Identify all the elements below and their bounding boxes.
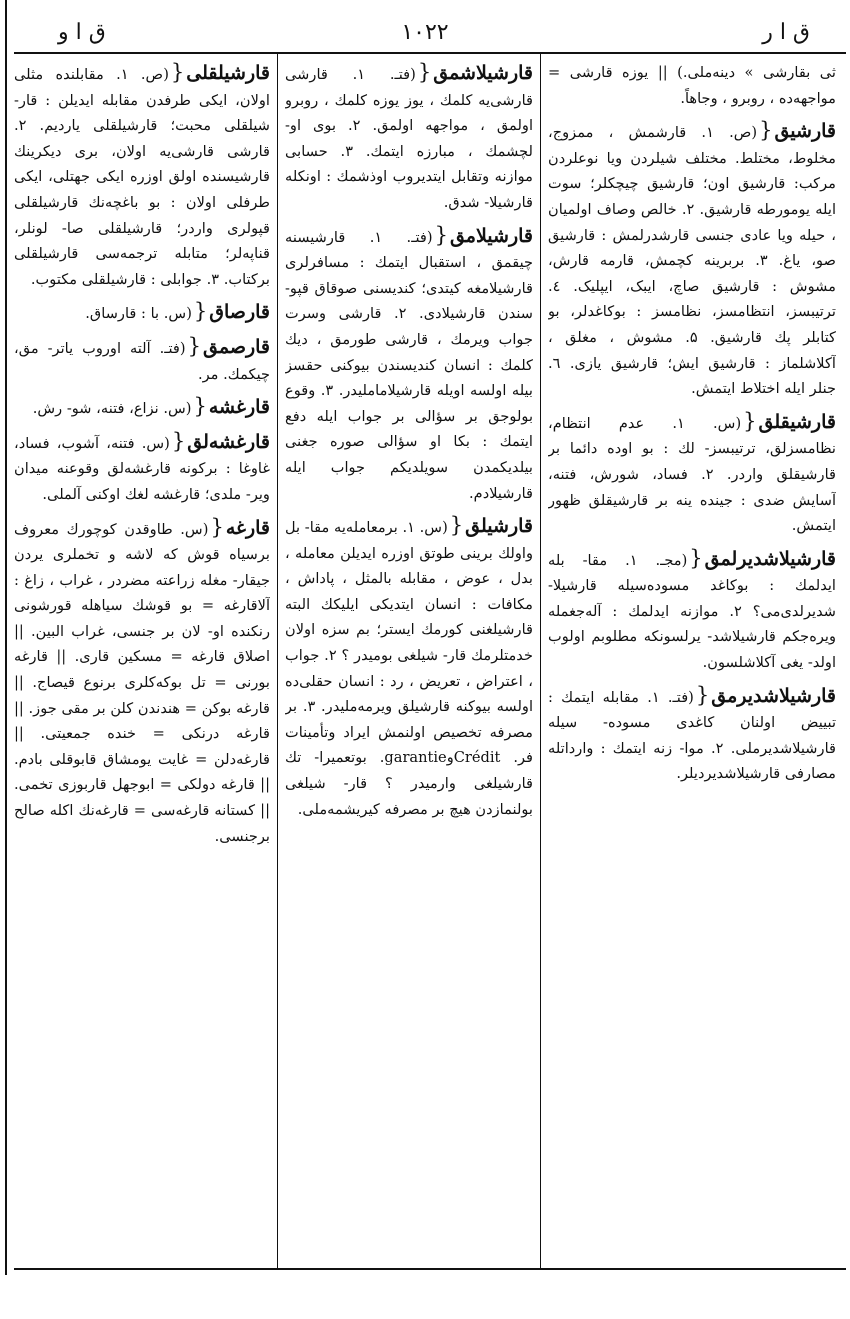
brace-glyph: { — [434, 222, 448, 247]
headword: قارغه — [225, 516, 270, 539]
brace-glyph: { — [171, 428, 186, 453]
dictionary-entry — [14, 394, 270, 422]
brace-glyph: { — [193, 394, 207, 419]
definition: (فتـ. ۱. قارشیسنه چیقمق ، استقبال ایتمك : مسافرلری قارشیلامغه کیتدی؛ کندیسنی صوقاق قپو- سندن قارشیلادی. ۲. قارشی وسرت جواب ویرمك ، قارشی طورمق ، دیك کلمك : انسان کندیسندن بیوکنی حقسز بیله اولسه اویله قارشیلاماملیدر. ۳. وقوع بولوجق بر سؤالی بر جواب ایله دفع ایتمك : بکا او سؤالی صوره جغنی بیلدیکمدن سویلدیکم جواب ایله قارشیلادم. — [285, 228, 533, 502]
dictionary-entry — [285, 223, 533, 507]
brace-glyph: { — [449, 513, 464, 538]
definition: (مجـ. ۱. مقا- بله ایدلمك : بوکاغد مسوده‌سیله قارشیلا- شدیرلدی‌می؟ ۲. موازنه ایدلمك : آله‌جغمله ویره‌جکم قارشیلاشد- یرلسونکه مطلوبم اولوب اولد- یغی آکلاشلسون. — [548, 551, 836, 672]
brace-glyph: { — [759, 118, 773, 143]
headword: قارغشه — [208, 396, 270, 419]
headword: قارغشه‌لق — [187, 430, 270, 453]
definition: (س. با : قارساق. — [85, 305, 192, 323]
dictionary-entry — [285, 513, 533, 822]
definition: (فتـ. آلته اوروب یاتر- مق، چیکمك. مر. — [14, 339, 270, 383]
brace-glyph: { — [210, 514, 224, 539]
brace-glyph: { — [695, 682, 710, 707]
header-right-letters: ق ا ر — [762, 20, 810, 45]
dictionary-entry — [14, 334, 270, 387]
definition: (س. ۱. برمعامله‌یه مقا- بل واولك برینی طوتق اوزره ایدیلن معامله ، بدل ، عوض ، مقابله بالمثل ، پاداش ، مکافات : انسان ایتدیکی ایلیکك البته قارشیلغنی کورمك ایستر؛ بم سزه اولان خدمتلرمك قار- شیلغی بومیدر ؟ ۲. جواب ، اعتراض ، تعریض ، رد : انسان حقلی‌ده اولسه بیوکنه قارشیلق ویرمه‌ملیدر. ۳. بر مصرفه تخصیص اولنمش ایراد وتأمینات فر. Créditوgarantie. بوتعمیرا- تك قارشیلغی وارمیدر ؟ قار- شیلغی بولنمازدن هیچ بر مصرفه کیریشمه‌ملی. — [285, 519, 533, 818]
dictionary-entry — [548, 546, 836, 676]
definition: (س. ۱. عدم انتظام، نظامسزلق، ترتیبسز- لك : بو اوده دائما بر قارشیقلق واردر. ۲. فساد، شورش، فتنه، آسایش ضدی : جینده ینه بر قارشیقلق ظهور ایتمش. — [548, 414, 836, 535]
headword: قارشیلاشدیرلمق — [704, 547, 836, 570]
footer-rule — [14, 1268, 846, 1270]
dictionary-entry — [14, 60, 270, 292]
dictionary-entry — [14, 299, 270, 327]
dictionary-entry — [14, 515, 270, 850]
column-right — [548, 60, 836, 1265]
headword: قارشیلامق — [449, 224, 533, 247]
dictionary-entry — [14, 429, 270, 508]
definition: (فتـ. ۱. مقابله ایتمك : تبییض اولنان کاغدی مسوده- سیله قارشیلاشدیرملی. ۲. موا- زنه ایتمك : وارداتله مصارفی قارشیلاشدیردیلر. — [548, 688, 836, 783]
headword: قارشیلاشدیرمق — [711, 684, 836, 707]
brace-glyph: { — [170, 60, 185, 84]
dictionary-entry — [548, 683, 836, 787]
headword: قارشیلقلی — [186, 62, 270, 84]
headword: قارصاق — [209, 301, 270, 324]
header-rule — [14, 52, 846, 54]
headword: قارصمق — [202, 335, 270, 358]
definition: (ص. ۱. قارشمش ، ممزوج، مخلوط، مختلط. مختلف شیلردن ویا نوعلردن مرکب: قارشیق اون؛ قارشیق چیچکلر؛ سوت ایله یومورطه قارشیق. ۲. خالص وصاف اولمیان ، حیله ویا عادی جنسی قارشدرلمش : قارشیق صو، یاغ. ۳. بربرینه کچمش، قارمه قارش، مشوش : قارشیق صاچ، ایبک، ایپلیک. ٤. ترتیبسز، انتظامسز، نظامسز : بوکاغدلر، بو کتابلر پك قارشیق. ۵. مشوش ، مغلق ، آکلاشلماز : قارشیق ایش؛ قارشیق یازی. ٦. جنلر ایله اختلاط ایتمش. — [548, 124, 836, 398]
definition: (فتـ. ۱. قارشی قارشی‌یه کلمك ، یوز یوزه کلمك ، روبرو اولمق ، مواجهه اولمق. ۲. بوی او- لچشمك ، مبارزه ایتمك. ۳. حسابی موازنه وتقابل ایتدیروب اوذشمك : اونکله قارشیلا- شدق. — [285, 66, 533, 211]
header-left-letters: ق ا و — [58, 20, 106, 45]
dictionary-entry — [548, 118, 836, 402]
dictionary-entry — [548, 409, 836, 539]
page-number: ١٠٢٢ — [401, 20, 449, 45]
brace-glyph: { — [743, 408, 757, 433]
brace-glyph: { — [187, 333, 201, 358]
continuation-text: ثی بقارشی » دینه‌ملی.) || یوزه قارشی = مواجهه‌ده ، روبرو ، وجاهاً. — [548, 64, 836, 107]
headword: قارشیق — [774, 120, 836, 143]
column-middle — [285, 60, 533, 1265]
brace-glyph: { — [689, 545, 703, 570]
left-margin-rule — [5, 0, 7, 1275]
headword: قارشیلق — [465, 515, 533, 538]
column-divider-left — [277, 53, 278, 1268]
running-head — [0, 20, 850, 56]
column-left — [14, 60, 270, 1265]
column-divider-right — [540, 53, 541, 1268]
headword: قارشیلاشمق — [433, 62, 533, 84]
definition: (س. نزاع، فتنه، شو- رش. — [32, 400, 192, 418]
headword: قارشیقلق — [758, 410, 836, 433]
definition: (س. طاوقدن کوچورك معروف برسیاه قوش که لاشه و تخملری یردن جیقار- مغله زراعته مضردر ، غراب ، زاغ : آلاقارغه = بو قوشك سیاهله قورشونی رنکنده او- لان بر جنسی، غراب البین. || اصلاق قارغه = مسکین قاری. || قارغه بورنی = تل بوکه‌کلری برنوع قیصاج. || قارغه بوکن = هندندن کلن بر مقی جوز. || قارغه درنکی = خنده جمعیتی. || قارغه‌دلن = غایت یومشاق قابوقلی بادم. || قارغه دولکی = ابوجهل قاربوزی تخمی. || کستانه قارغه‌سی = قارغه‌نك اکله صالح برجنسی. — [14, 520, 270, 845]
definition: (ص. ۱. مقابلنده مثلی اولان، ایکی طرفدن مقابله ایدیلن : قار- شیلقلی محبت؛ قارشیلقلی یاردیم. ۲. قارشی قارشی‌یه اولان، بری دیکرینك قارشیسنده اولق اوزره ایکی جهتلی، ایکی طرفلی اولان : بو باغچه‌نك قارشیلقلی قپولری واردر؛ قارشیلقلی صا- لونلر، قناپه‌لر؛ متابله ترجمه‌سی قارشیلقلی برکتاب. ۳. جوابلی : قارشیلقلی مکتوب. — [14, 66, 270, 288]
definition: (س. فتنه، آشوب، فساد، غاوغا : برکونه قارغشه‌لق وقوعنه میدان ویر- ملدی؛ قارغشه لغك اوکنی آلملی. — [14, 434, 270, 503]
brace-glyph: { — [417, 60, 432, 84]
brace-glyph: { — [193, 299, 208, 324]
dictionary-entry — [285, 60, 533, 216]
